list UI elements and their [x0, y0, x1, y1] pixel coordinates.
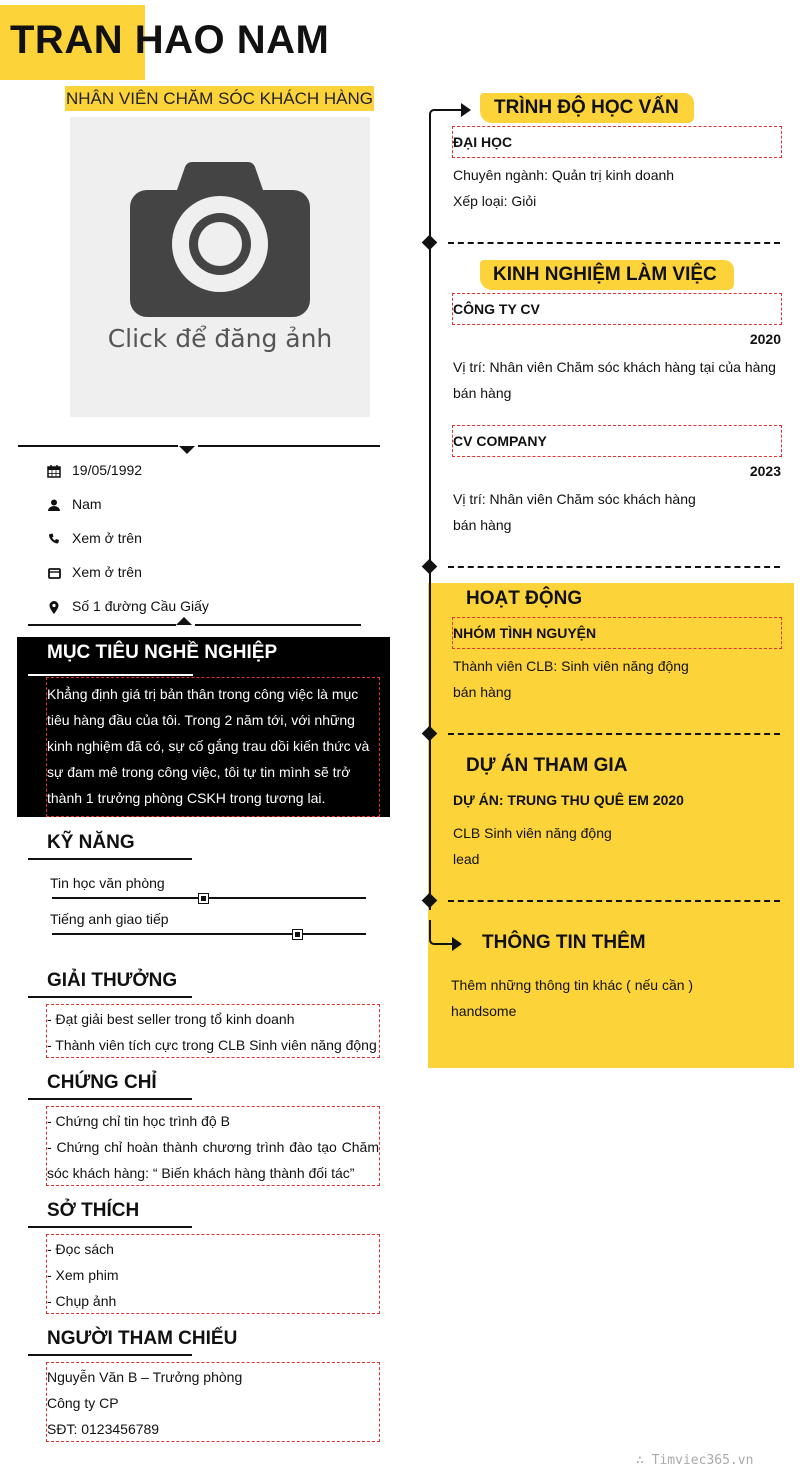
education-grade[interactable]: Xếp loại: Giỏi	[453, 193, 537, 209]
skill-level-handle[interactable]	[292, 929, 303, 940]
list-item: Nguyễn Văn B – Trưởng phòng	[47, 1369, 243, 1385]
avatar-upload[interactable]	[70, 117, 370, 417]
list-item: Công ty CP	[47, 1395, 119, 1411]
activities-title[interactable]: HOẠT ĐỘNG	[466, 588, 583, 609]
skill-bar	[52, 897, 366, 899]
section-divider	[448, 242, 780, 244]
experience-title[interactable]: KINH NGHIỆM LÀM VIỆC	[493, 264, 717, 285]
skills-title[interactable]: KỸ NĂNG	[47, 832, 135, 853]
experience-company[interactable]: CV COMPANY	[452, 425, 782, 457]
experience-detail[interactable]: bán hàng	[453, 517, 512, 533]
divider	[28, 624, 176, 626]
divider	[198, 445, 380, 447]
activities-role[interactable]: Thành viên CLB: Sinh viên năng động	[453, 658, 689, 674]
phone-value: Xem ở trên	[72, 530, 142, 546]
map-pin-icon	[45, 601, 63, 614]
arrow-right-icon	[428, 100, 473, 124]
objective-text[interactable]: Khẳng định giá trị bản thân trong công việc là mục tiêu hàng đầu của tôi. Trong 2 năm tới, với những kinh nghiệm đã có, sự cố gắng trau dồi kiến thức và sự đam mê trong công việc, tôi tự tin mình sẽ trở thành 1 trưởng phòng CSKH trong tương lai.	[46, 677, 380, 817]
list-item: - Đọc sách	[47, 1241, 114, 1257]
list-item: - Xem phim	[47, 1267, 119, 1283]
title-underline	[28, 858, 192, 860]
job-title[interactable]: NHÂN VIÊN CHĂM SÓC KHÁCH HÀNG	[65, 86, 374, 111]
title-underline	[28, 1354, 192, 1356]
experience-role[interactable]: Vị trí: Nhân viên Chăm sóc khách hàng	[453, 491, 696, 507]
skill-bar	[52, 933, 366, 935]
list-item: - Thành viên tích cực trong CLB Sinh viên năng động	[47, 1037, 377, 1053]
hobbies-list[interactable]	[46, 1234, 380, 1314]
camera-icon	[130, 162, 310, 317]
project-role[interactable]: lead	[453, 851, 480, 867]
timeline-node	[422, 559, 438, 575]
awards-title[interactable]: GIẢI THƯỞNG	[47, 970, 178, 991]
skill-label[interactable]: Tin học văn phòng	[50, 875, 165, 891]
photo-upload-label: Click để đăng ảnh	[107, 324, 333, 353]
list-item: - Chứng chỉ tin học trình độ B	[47, 1113, 230, 1129]
birthday-value: 19/05/1992	[72, 462, 143, 478]
skill-level-handle[interactable]	[198, 893, 209, 904]
phone-icon	[45, 533, 63, 545]
contact-phone[interactable]	[45, 528, 142, 548]
watermark: ∴ Timviec365.vn	[636, 1453, 754, 1468]
divider	[195, 624, 361, 626]
activities-org[interactable]: NHÓM TÌNH NGUYỆN	[452, 617, 782, 649]
contact-address[interactable]	[45, 596, 209, 616]
extra-info-text[interactable]: handsome	[451, 1003, 517, 1019]
education-school[interactable]: ĐẠI HỌC	[452, 126, 782, 158]
skill-label[interactable]: Tiếng anh giao tiếp	[50, 911, 169, 927]
objective-title[interactable]: MỤC TIÊU NGHỀ NGHIỆP	[47, 642, 278, 663]
project-org[interactable]: CLB Sinh viên năng động	[453, 825, 612, 841]
list-item: SĐT: 0123456789	[47, 1421, 160, 1437]
gender-value: Nam	[72, 496, 102, 512]
certificates-title[interactable]: CHỨNG CHỈ	[47, 1072, 157, 1093]
divider	[18, 445, 178, 447]
list-item: - Chụp ảnh	[47, 1293, 117, 1309]
experience-detail[interactable]: bán hàng	[453, 385, 512, 401]
projects-title[interactable]: DỰ ÁN THAM GIA	[466, 755, 628, 776]
contact-gender[interactable]	[45, 494, 102, 514]
project-name[interactable]: DỰ ÁN: TRUNG THU QUÊ EM 2020	[453, 792, 684, 808]
references-list[interactable]	[46, 1362, 380, 1442]
activities-detail[interactable]: bán hàng	[453, 684, 512, 700]
section-divider	[448, 900, 780, 902]
experience-year[interactable]: 2020	[749, 331, 781, 347]
section-divider	[448, 733, 780, 735]
user-icon	[45, 499, 63, 511]
email-value: Xem ở trên	[72, 564, 142, 580]
experience-role[interactable]: Vị trí: Nhân viên Chăm sóc khách hàng tại của hàng	[453, 359, 776, 375]
hobbies-title[interactable]: SỞ THÍCH	[47, 1200, 140, 1221]
title-underline	[28, 996, 192, 998]
section-divider	[448, 566, 780, 568]
certificates-list[interactable]	[46, 1106, 380, 1186]
title-underline	[28, 1226, 192, 1228]
experience-company[interactable]: CÔNG TY CV	[452, 293, 782, 325]
calendar-icon	[45, 465, 63, 478]
address-value: Số 1 đường Cầu Giấy	[72, 598, 209, 614]
caret-up-icon	[176, 617, 192, 625]
awards-list[interactable]	[46, 1004, 380, 1058]
contact-birthday[interactable]	[45, 460, 142, 480]
caret-down-icon	[179, 446, 195, 454]
title-underline	[28, 1098, 192, 1100]
education-title[interactable]: TRÌNH ĐỘ HỌC VẤN	[494, 97, 679, 118]
list-item: - Chứng chỉ hoàn thành chương trình đào tạo Chăm sóc khách hàng: “ Biến khách hàng thành đối tác”	[47, 1139, 379, 1181]
candidate-name[interactable]: TRAN HAO NAM	[10, 18, 330, 62]
extra-info-title[interactable]: THÔNG TIN THÊM	[482, 932, 646, 953]
title-underline	[28, 674, 193, 676]
contact-email[interactable]	[45, 562, 142, 582]
experience-year[interactable]: 2023	[749, 463, 781, 479]
list-item: - Đạt giải best seller trong tổ kinh doanh	[47, 1011, 295, 1027]
timeline-node	[422, 235, 438, 251]
education-major[interactable]: Chuyên ngành: Quản trị kinh doanh	[453, 167, 675, 183]
references-title[interactable]: NGƯỜI THAM CHIẾU	[47, 1328, 238, 1349]
envelope-icon	[45, 568, 63, 579]
arrow-right-icon	[428, 920, 464, 956]
extra-info-text[interactable]: Thêm những thông tin khác ( nếu cần )	[451, 977, 694, 993]
